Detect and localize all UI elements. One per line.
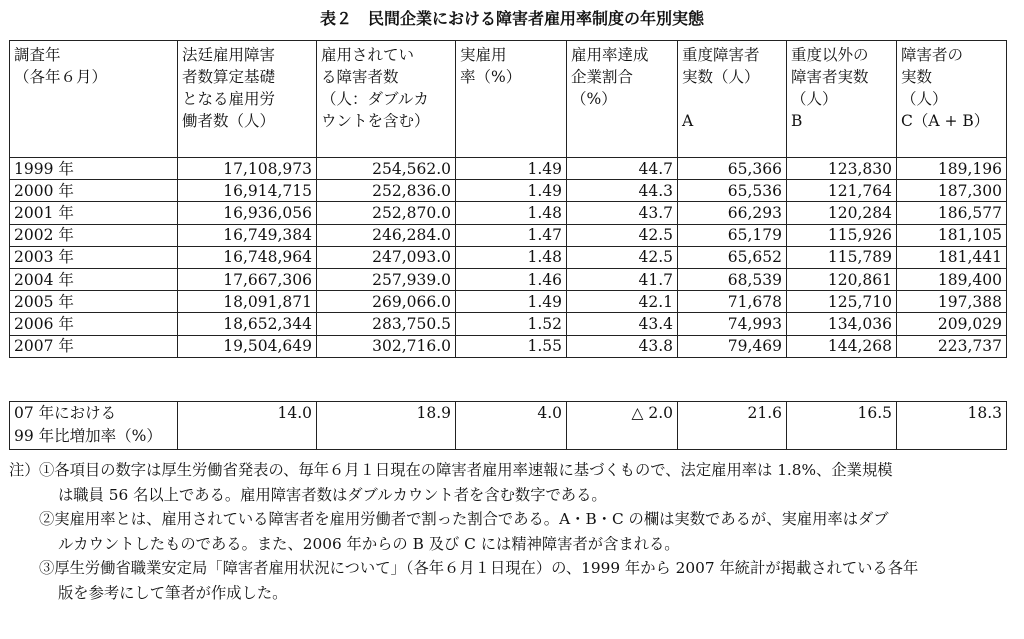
table-title: 表２ 民間企業における障害者雇用率制度の年別実態 bbox=[319, 9, 704, 28]
note-prefix: 注） bbox=[9, 461, 40, 479]
data-cell: 269,066.0 bbox=[317, 291, 456, 313]
data-cell: 17,108,973 bbox=[178, 158, 317, 180]
column-header-line: 実雇用 bbox=[460, 46, 507, 64]
data-cell: 65,179 bbox=[678, 224, 787, 246]
data-cell: 1.47 bbox=[456, 224, 567, 246]
data-cell: 42.5 bbox=[567, 246, 678, 268]
column-header-line: 障害者実数 bbox=[791, 68, 869, 86]
data-cell: 209,029 bbox=[897, 313, 1007, 335]
data-cell: 181,441 bbox=[897, 246, 1007, 268]
data-cell: 17,667,306 bbox=[178, 268, 317, 290]
note-prefix bbox=[9, 556, 39, 605]
year-cell: 2006 年 bbox=[10, 313, 178, 335]
data-cell: 18,652,344 bbox=[178, 313, 317, 335]
column-header-line: 企業割合 bbox=[571, 68, 634, 86]
table-row bbox=[10, 335, 1007, 357]
comparison-value: 18.3 bbox=[897, 402, 1007, 450]
column-header bbox=[787, 41, 897, 158]
data-cell: 44.3 bbox=[567, 180, 678, 202]
data-cell: 1.46 bbox=[456, 268, 567, 290]
comparison-value: 4.0 bbox=[456, 402, 567, 450]
data-cell: 197,388 bbox=[897, 291, 1007, 313]
column-header-line: B bbox=[791, 112, 803, 130]
table-row bbox=[10, 246, 1007, 268]
note-prefix bbox=[9, 507, 39, 556]
data-cell: 1.49 bbox=[456, 158, 567, 180]
column-header-line: 雇用されてい bbox=[321, 46, 415, 64]
comparison-label-line: 99 年比増加率（%） bbox=[14, 427, 162, 445]
data-cell: 121,764 bbox=[787, 180, 897, 202]
comparison-value: 21.6 bbox=[678, 402, 787, 450]
data-cell: 1.49 bbox=[456, 180, 567, 202]
data-cell: 123,830 bbox=[787, 158, 897, 180]
data-cell: 246,284.0 bbox=[317, 224, 456, 246]
data-cell: 1.49 bbox=[456, 291, 567, 313]
column-header-line: 法廷雇用障害 bbox=[182, 46, 276, 64]
column-header bbox=[456, 41, 567, 158]
data-cell: 44.7 bbox=[567, 158, 678, 180]
column-header-line: 重度障害者 bbox=[682, 46, 760, 64]
column-header-line: （人：ダブルカ bbox=[321, 90, 429, 108]
year-cell: 1999 年 bbox=[10, 158, 178, 180]
data-cell: 252,836.0 bbox=[317, 180, 456, 202]
data-cell: 134,036 bbox=[787, 313, 897, 335]
column-header-line bbox=[682, 88, 782, 110]
table-row bbox=[10, 202, 1007, 224]
column-header bbox=[897, 41, 1007, 158]
table-row bbox=[10, 224, 1007, 246]
data-cell: 16,748,964 bbox=[178, 246, 317, 268]
column-header-line: 雇用率達成 bbox=[571, 46, 649, 64]
table-row bbox=[10, 313, 1007, 335]
data-cell: 144,268 bbox=[787, 335, 897, 357]
year-cell: 2001 年 bbox=[10, 202, 178, 224]
data-cell: 65,536 bbox=[678, 180, 787, 202]
column-header-line: （各年６月） bbox=[14, 68, 108, 86]
data-cell: 223,737 bbox=[897, 335, 1007, 357]
data-cell: 74,993 bbox=[678, 313, 787, 335]
data-cell: 120,284 bbox=[787, 202, 897, 224]
note-line: ①各項目の数字は厚生労働省発表の、毎年６月１日現在の障害者雇用率速報に基づくもので、法定雇用率は 1.8%、企業規模 bbox=[39, 461, 893, 479]
data-cell: 125,710 bbox=[787, 291, 897, 313]
data-cell: 68,539 bbox=[678, 268, 787, 290]
data-cell: 43.8 bbox=[567, 335, 678, 357]
data-cell: 283,750.5 bbox=[317, 313, 456, 335]
data-cell: 302,716.0 bbox=[317, 335, 456, 357]
year-cell: 2000 年 bbox=[10, 180, 178, 202]
data-cell: 257,939.0 bbox=[317, 268, 456, 290]
data-cell: 43.4 bbox=[567, 313, 678, 335]
note-line: は職員 56 名以上である。雇用障害者数はダブルカウント者を含む数字である。 bbox=[58, 485, 607, 504]
data-cell: 18,091,871 bbox=[178, 291, 317, 313]
table-row bbox=[10, 291, 1007, 313]
data-cell: 247,093.0 bbox=[317, 246, 456, 268]
column-header-line: 者数算定基礎 bbox=[182, 68, 276, 86]
note-item bbox=[9, 458, 1017, 507]
data-cell: 115,926 bbox=[787, 224, 897, 246]
data-cell: 181,105 bbox=[897, 224, 1007, 246]
note-item bbox=[9, 556, 1017, 605]
comparison-value: 16.5 bbox=[787, 402, 897, 450]
note-body bbox=[39, 507, 1017, 556]
comparison-row bbox=[10, 402, 1007, 450]
column-header-line: 働者数（人） bbox=[182, 112, 276, 130]
data-cell: 120,861 bbox=[787, 268, 897, 290]
data-cell: 189,196 bbox=[897, 158, 1007, 180]
comparison-label bbox=[10, 402, 178, 450]
column-header-line: 重度以外の bbox=[791, 46, 869, 64]
data-cell: 1.48 bbox=[456, 202, 567, 224]
table-row bbox=[10, 180, 1007, 202]
data-cell: 16,914,715 bbox=[178, 180, 317, 202]
note-item bbox=[9, 507, 1017, 556]
note-line: 版を参考にして筆者が作成した。 bbox=[58, 583, 288, 602]
column-header-line: （人） bbox=[791, 90, 838, 108]
data-cell: 79,469 bbox=[678, 335, 787, 357]
column-header-line: （人） bbox=[901, 90, 948, 108]
table-row bbox=[10, 268, 1007, 290]
column-header bbox=[567, 41, 678, 158]
data-cell: 42.1 bbox=[567, 291, 678, 313]
data-cell: 43.7 bbox=[567, 202, 678, 224]
column-header-line: る障害者数 bbox=[321, 68, 399, 86]
note-body bbox=[39, 458, 1017, 507]
data-cell: 187,300 bbox=[897, 180, 1007, 202]
data-cell: 1.48 bbox=[456, 246, 567, 268]
data-cell: 66,293 bbox=[678, 202, 787, 224]
column-header-line: C（A + B） bbox=[901, 112, 990, 130]
comparison-label-line: 07 年における bbox=[14, 404, 117, 422]
data-cell: 16,749,384 bbox=[178, 224, 317, 246]
table-row bbox=[10, 158, 1007, 180]
column-header-line: 実数 bbox=[901, 68, 933, 86]
comparison-table bbox=[9, 401, 1007, 450]
year-cell: 2002 年 bbox=[10, 224, 178, 246]
column-header-line: ウントを含む） bbox=[321, 112, 430, 130]
data-cell: 189,400 bbox=[897, 268, 1007, 290]
column-header-line: （%） bbox=[571, 90, 617, 108]
column-header-line: 障害者の bbox=[901, 46, 964, 64]
data-cell: 65,366 bbox=[678, 158, 787, 180]
year-cell: 2007 年 bbox=[10, 335, 178, 357]
column-header bbox=[10, 41, 178, 158]
note-body bbox=[39, 556, 1017, 605]
column-header-line: となる雇用労 bbox=[182, 90, 276, 108]
data-cell: 71,678 bbox=[678, 291, 787, 313]
note-line: ②実雇用率とは、雇用されている障害者を雇用労働者で割った割合である。A・B・C の欄は実数であるが、実雇用率はダブ bbox=[39, 510, 889, 528]
column-header-line: 率（%） bbox=[460, 68, 522, 86]
data-cell: 252,870.0 bbox=[317, 202, 456, 224]
column-header-line: 実数（人） bbox=[682, 68, 760, 86]
data-cell: 65,652 bbox=[678, 246, 787, 268]
data-cell: 1.52 bbox=[456, 313, 567, 335]
year-cell: 2003 年 bbox=[10, 246, 178, 268]
note-line: ルカウントしたものである。また、2006 年からの B 及び C には精神障害者が含まれる。 bbox=[58, 534, 680, 553]
data-cell: 16,936,056 bbox=[178, 202, 317, 224]
year-cell: 2004 年 bbox=[10, 268, 178, 290]
note-line: ③厚生労働省職業安定局「障害者雇用状況について」（各年６月１日現在）の、1999 年から 2007 年統計が掲載されている各年 bbox=[39, 559, 919, 577]
data-cell: 115,789 bbox=[787, 246, 897, 268]
data-cell: 19,504,649 bbox=[178, 335, 317, 357]
header-row bbox=[10, 41, 1007, 158]
data-cell: 254,562.0 bbox=[317, 158, 456, 180]
data-cell: 1.55 bbox=[456, 335, 567, 357]
data-cell: 41.7 bbox=[567, 268, 678, 290]
employment-table bbox=[9, 40, 1007, 358]
column-header bbox=[317, 41, 456, 158]
comparison-value: 18.9 bbox=[317, 402, 456, 450]
comparison-value: △ 2.0 bbox=[567, 402, 678, 450]
comparison-value: 14.0 bbox=[178, 402, 317, 450]
data-cell: 42.5 bbox=[567, 224, 678, 246]
footnotes bbox=[9, 458, 1017, 605]
column-header-line: A bbox=[682, 112, 694, 130]
column-header-line: 調査年 bbox=[14, 46, 61, 64]
column-header bbox=[678, 41, 787, 158]
year-cell: 2005 年 bbox=[10, 291, 178, 313]
data-cell: 186,577 bbox=[897, 202, 1007, 224]
column-header bbox=[178, 41, 317, 158]
